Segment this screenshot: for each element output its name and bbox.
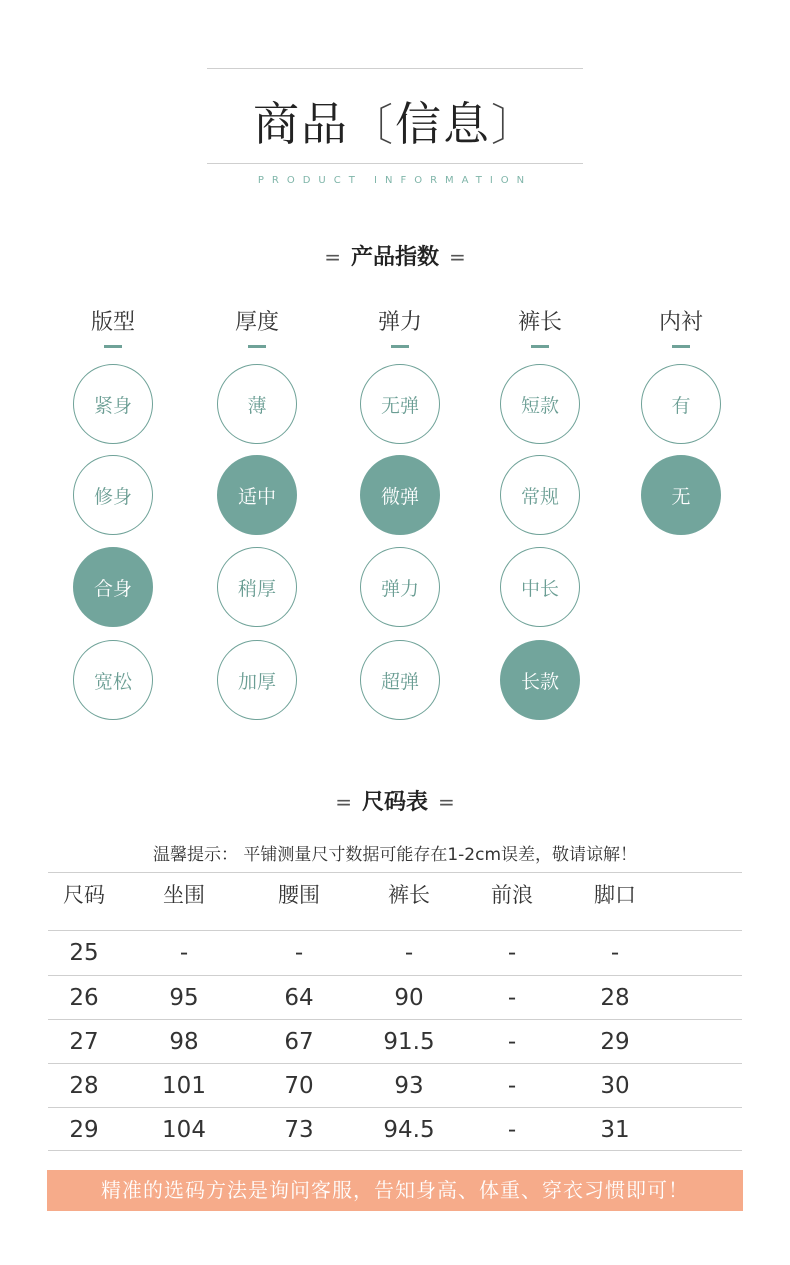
table-cell: 95: [169, 985, 199, 1011]
table-cell: 67: [284, 1029, 314, 1055]
table-cell: 73: [284, 1117, 314, 1143]
title-eq-right: =: [449, 245, 466, 269]
table-header-cell: 前浪: [491, 883, 533, 907]
table-cell: 31: [600, 1117, 630, 1143]
table-header-row: [48, 872, 742, 917]
index-column-label: 厚度: [234, 310, 279, 335]
table-header-cell: 尺码: [63, 883, 105, 907]
title-bracket-close: 〕: [491, 100, 537, 151]
column-underline: [104, 345, 122, 348]
title-emphasis: 信息: [395, 97, 491, 151]
table-cell: -: [294, 940, 304, 966]
index-option: 修身: [73, 455, 153, 535]
index-option: 短款: [500, 364, 580, 444]
page-title: [0, 88, 790, 154]
table-row: [48, 930, 742, 975]
index-option: 稍厚: [217, 547, 297, 627]
table-cell: -: [507, 1117, 517, 1143]
column-underline: [531, 345, 549, 348]
index-option-selected: 长款: [500, 640, 580, 720]
size-section-title: [0, 785, 790, 816]
title-eq-left: =: [335, 790, 352, 814]
index-option-selected: 适中: [217, 455, 297, 535]
title-eq-left: =: [324, 245, 341, 269]
measurement-tip: 温馨提示： 平铺测量尺寸数据可能存在1-2cm误差，敬请谅解！: [152, 845, 638, 865]
header-top-divider: [207, 68, 583, 69]
header-bottom-divider: [207, 163, 583, 164]
table-cell: 98: [169, 1029, 199, 1055]
table-cell: -: [507, 1073, 517, 1099]
title-main: 商品: [253, 97, 349, 151]
table-cell: 70: [284, 1073, 314, 1099]
table-cell: 93: [394, 1073, 424, 1099]
index-option-selected: 合身: [73, 547, 153, 627]
index-column: [350, 308, 450, 348]
column-underline: [391, 345, 409, 348]
title-eq-right: =: [438, 790, 455, 814]
index-column-label: 内衬: [658, 310, 703, 335]
index-option: 紧身: [73, 364, 153, 444]
index-option-selected: 无: [641, 455, 721, 535]
table-cell: -: [404, 940, 414, 966]
index-column: [207, 308, 307, 348]
title-bracket-open: 〔: [349, 100, 395, 151]
index-option: 无弹: [360, 364, 440, 444]
size-title-text: 尺码表: [361, 790, 428, 815]
index-column: [631, 308, 731, 348]
table-bottom-border: [48, 1150, 742, 1151]
table-cell: 30: [600, 1073, 630, 1099]
table-cell: 90: [394, 985, 424, 1011]
index-option: 薄: [217, 364, 297, 444]
size-advice-banner: 精准的选码方法是询问客服，告知身高、体重、穿衣习惯即可！: [47, 1170, 743, 1211]
table-row: [48, 1107, 742, 1152]
table-cell: 27: [69, 1029, 99, 1055]
table-cell: 101: [162, 1073, 206, 1099]
table-cell: 25: [69, 940, 99, 966]
index-column-label: 版型: [90, 310, 135, 335]
index-option: 常规: [500, 455, 580, 535]
table-cell: 104: [162, 1117, 206, 1143]
table-row: [48, 975, 742, 1020]
table-cell: 28: [600, 985, 630, 1011]
table-cell: -: [507, 985, 517, 1011]
table-row: [48, 1019, 742, 1064]
index-option-selected: 微弹: [360, 455, 440, 535]
column-underline: [248, 345, 266, 348]
index-option: 有: [641, 364, 721, 444]
index-column-label: 弹力: [377, 310, 422, 335]
index-option: 加厚: [217, 640, 297, 720]
table-cell: 28: [69, 1073, 99, 1099]
table-cell: 29: [600, 1029, 630, 1055]
table-cell: 29: [69, 1117, 99, 1143]
table-cell: -: [507, 1029, 517, 1055]
table-header-cell: 坐围: [163, 883, 205, 907]
table-cell: 26: [69, 985, 99, 1011]
table-cell: 94.5: [383, 1117, 435, 1143]
index-section-title: [0, 240, 790, 271]
index-column-label: 裤长: [517, 310, 562, 335]
table-cell: 64: [284, 985, 314, 1011]
index-option: 中长: [500, 547, 580, 627]
column-underline: [672, 345, 690, 348]
index-option: 弹力: [360, 547, 440, 627]
index-title-text: 产品指数: [350, 245, 439, 270]
table-cell: -: [610, 940, 620, 966]
index-column: [490, 308, 590, 348]
index-column: [63, 308, 163, 348]
page-subtitle: PRODUCT INFORMATION: [257, 175, 533, 186]
index-option: 宽松: [73, 640, 153, 720]
table-header-cell: 腰围: [278, 883, 320, 907]
table-cell: -: [179, 940, 189, 966]
table-header-cell: 脚口: [594, 883, 636, 907]
table-header-cell: 裤长: [388, 883, 430, 907]
table-cell: -: [507, 940, 517, 966]
index-option: 超弹: [360, 640, 440, 720]
table-cell: 91.5: [383, 1029, 435, 1055]
table-row: [48, 1063, 742, 1108]
